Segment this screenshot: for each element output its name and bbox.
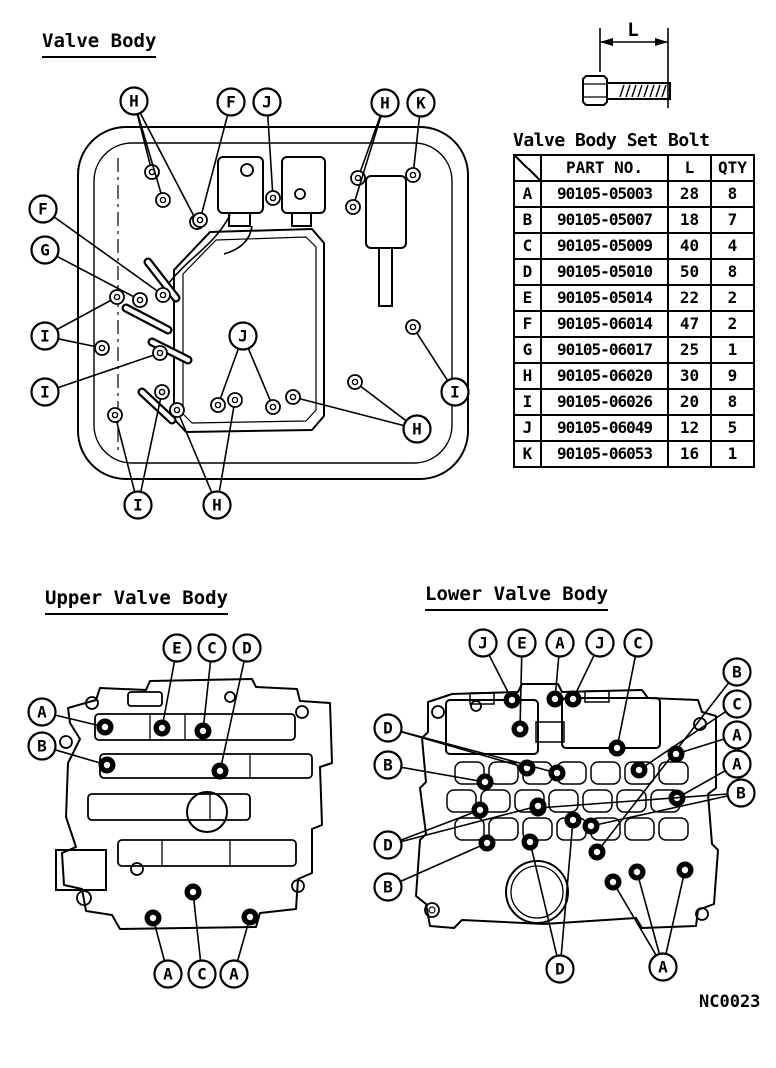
qty: 2 [711,311,754,337]
leader-line [141,392,162,492]
bolt-threads [620,85,666,97]
length: 20 [668,389,711,415]
table-row [514,389,754,415]
bolt-boss-center [682,867,688,873]
bore-circle [187,792,227,832]
leader-line [219,400,235,492]
callouts-upper [29,635,261,988]
bolt-hole [266,191,280,205]
bolt-boss-center [200,728,206,734]
section-title-upper-valve-body [45,587,228,615]
leader-line [520,657,522,730]
bolt-boss-center [594,849,600,855]
leader-line [293,397,404,426]
callout-label-J: J [478,633,488,653]
bolt-hole [133,293,147,307]
table-row [514,233,754,259]
leader-line [617,656,635,748]
callout-label-D: D [383,718,393,738]
bolt-hole [228,393,242,407]
leader-line [57,256,140,300]
bolt-hole [153,346,167,360]
leader-line [358,116,380,178]
bolt-hole [170,403,184,417]
callout-label-G: G [40,240,50,260]
callout-label-D: D [242,638,252,658]
leader-line [400,843,487,882]
bolt-boss-center [634,869,640,875]
table-row [514,181,754,207]
bolt-hole [211,398,225,412]
bolt-boss-center [484,840,490,846]
col-header-qty: QTY [711,155,754,181]
row-key: I [514,389,541,415]
leader-line [401,810,480,840]
bolt-hole [406,320,420,334]
leader-line [639,712,726,771]
qty: 8 [711,389,754,415]
length: 50 [668,259,711,285]
leader-line [193,892,201,961]
col-header-part-no: PART NO. [541,155,668,181]
bolt-table-body [514,181,754,467]
qty: 9 [711,363,754,389]
callout-label-F: F [38,199,48,219]
length: 12 [668,415,711,441]
header-row [514,155,754,181]
row-key: D [514,259,541,285]
length: 30 [668,363,711,389]
callouts-lower [375,630,755,983]
callout-label-A: A [555,633,565,653]
bolt-table-head [514,155,754,181]
row-key: J [514,415,541,441]
bolt-boss-center [614,745,620,751]
qty: 4 [711,233,754,259]
leader-line [162,661,175,728]
arrowhead-right [655,38,668,46]
callout-label-I: I [450,382,460,402]
bolt-boss-center [482,779,488,785]
bolt-boss-center [552,696,558,702]
length: 28 [668,181,711,207]
callout-label-A: A [37,702,47,722]
bolt-boss-center [588,823,594,829]
bolt-boss-center [517,726,523,732]
bolt-boss-center [190,889,196,895]
bolt-boss-center [636,767,642,773]
bolt-boss-center [150,915,156,921]
qty: 8 [711,259,754,285]
callout-label-C: C [732,694,742,714]
callout-label-A: A [229,964,239,984]
pocket-grid [447,762,688,840]
row-key: C [514,233,541,259]
callouts-main [30,88,469,519]
table-row [514,415,754,441]
table-row [514,285,754,311]
part-no: 90105-06017 [541,337,668,363]
bolt-table [513,154,755,468]
bolt-boss-center [570,817,576,823]
bolt-hole [286,390,300,404]
section-title-valve-body [42,30,156,58]
callout-label-I: I [133,495,143,515]
bolt-hole [108,408,122,422]
bolt-hole [193,213,207,227]
leader-line [413,116,420,175]
table-row [514,259,754,285]
table-title: Valve Body Set Bolt [513,130,710,151]
callout-label-C: C [633,633,643,653]
bolt-boss-center [610,879,616,885]
row-key: E [514,285,541,311]
table-row [514,337,754,363]
pocket [659,818,688,840]
callout-label-A: A [163,964,173,984]
length: 25 [668,337,711,363]
section-title-lower-valve-body [425,583,608,611]
callout-label-B: B [736,783,746,803]
valve-body-title-text: Valve Body [42,30,156,58]
row-key: K [514,441,541,467]
top-window [128,692,162,706]
row-key: B [514,207,541,233]
part-no: 90105-06020 [541,363,668,389]
callout-label-H: H [412,419,422,439]
callout-label-I: I [40,382,50,402]
leader-line [200,115,228,220]
callout-label-C: C [197,964,207,984]
bolt-boss-center [102,724,108,730]
bolt-boss-center [509,697,515,703]
bolt-boss-center [477,807,483,813]
callout-label-H: H [129,91,139,111]
callout-label-A: A [732,725,742,745]
bolt-hole [348,375,362,389]
bolt-boss-center [104,762,110,768]
bolt-drawing [583,76,670,105]
part-no: 90105-06053 [541,441,668,467]
pocket [489,818,518,840]
callout-label-A: A [658,957,668,977]
upper-valve-body-title-text: Upper Valve Body [45,587,228,615]
bolt-boss-center [570,696,576,702]
leader-line [401,767,485,782]
callout-label-H: H [380,93,390,113]
bolt-icon [583,19,670,108]
callout-label-B: B [37,736,47,756]
table-corner-slash-cell [514,155,541,181]
callout-label-H: H [212,495,222,515]
callout-label-D: D [555,959,565,979]
bolt-hole [266,400,280,414]
qty: 7 [711,207,754,233]
bolt-hole [406,168,420,182]
pocket [625,818,654,840]
pocket [583,790,612,812]
callout-label-B: B [732,662,742,682]
col-header-l: L [668,155,711,181]
row-key: A [514,181,541,207]
part-no: 90105-06049 [541,415,668,441]
length: 16 [668,441,711,467]
bolt-boss-center [535,803,541,809]
length: 47 [668,311,711,337]
callout-label-D: D [383,835,393,855]
callout-label-K: K [416,93,426,113]
leader-line [203,661,211,731]
part-no: 90105-06026 [541,389,668,415]
leader-line [115,415,135,492]
length: 40 [668,233,711,259]
row-key: F [514,311,541,337]
bolt-boss-center [217,768,223,774]
bolt-hole [155,385,169,399]
part-no: 90105-05014 [541,285,668,311]
bolt-boss-center [247,914,253,920]
callout-label-F: F [226,92,236,112]
pocket [549,790,578,812]
callout-label-I: I [40,326,50,346]
dim-label: L [627,19,639,41]
part-no: 90105-05007 [541,207,668,233]
bolt-hole [95,341,109,355]
row-key: H [514,363,541,389]
leader-line [597,683,729,852]
callout-label-J: J [262,92,272,112]
bolt-hole [156,193,170,207]
table-row [514,207,754,233]
callout-label-B: B [383,755,393,775]
bolt-hole [156,288,170,302]
figure-code: NC0023 [699,992,761,1012]
qty: 5 [711,415,754,441]
qty: 8 [711,181,754,207]
bolt-hole [110,290,124,304]
callout-label-E: E [172,638,182,658]
qty: 1 [711,337,754,363]
length: 18 [668,207,711,233]
bolt-hole [346,200,360,214]
table-row [514,441,754,467]
pocket [591,762,620,784]
callout-label-J: J [238,326,248,346]
bolt-table-block [513,130,755,468]
table-row [514,363,754,389]
qty: 1 [711,441,754,467]
pocket [659,762,688,784]
callout-label-C: C [207,638,217,658]
bolt-boss-center [527,839,533,845]
leader-line [666,870,685,954]
bolt-boss-center [673,751,679,757]
leader-line [248,348,273,407]
part-no: 90105-05009 [541,233,668,259]
leader-line [57,297,117,330]
length: 22 [668,285,711,311]
bolt-boss-center [554,770,560,776]
callout-label-A: A [732,754,742,774]
row-key: G [514,337,541,363]
lower-valve-body-title-text: Lower Valve Body [425,583,608,611]
leader-line [58,353,160,388]
part-no: 90105-05010 [541,259,668,285]
arrowhead-left [600,38,613,46]
part-no: 90105-05003 [541,181,668,207]
leader-line [530,842,557,956]
callout-label-J: J [595,633,605,653]
callout-label-E: E [517,633,527,653]
leader-line [413,327,448,381]
part-no: 90105-06014 [541,311,668,337]
callout-label-B: B [383,877,393,897]
bolt-boss-center [159,725,165,731]
table-row [514,311,754,337]
qty: 2 [711,285,754,311]
